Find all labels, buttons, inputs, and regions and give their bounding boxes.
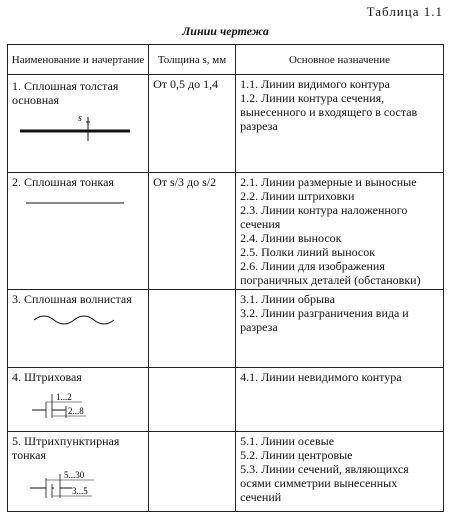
purpose-item: 5.2. Линии центровые xyxy=(240,448,353,462)
purpose-item: 2.4. Линии выносок xyxy=(240,231,342,245)
line-name: 1. Сплошная толстая основная xyxy=(12,79,119,107)
purpose-cell xyxy=(236,368,444,432)
purpose-item: 4.1. Линии невидимого контура xyxy=(240,370,402,384)
dashed-line-sample xyxy=(12,388,137,422)
purpose-item: 1.2. Линии контура сечения, вынесенного и входящего в состав разреза xyxy=(240,91,418,133)
dash-length-label: 5...30 xyxy=(64,470,85,480)
thickness-cell xyxy=(149,290,236,368)
purpose-item: 5.1. Линии осевые xyxy=(240,434,335,448)
purpose-item: 2.1. Линии размерные и выносные xyxy=(240,175,417,189)
page-title: Линии чертежа xyxy=(182,24,269,38)
wavy-line-sample xyxy=(12,310,137,330)
line-cell xyxy=(8,75,149,173)
purpose-item: 2.2. Линии штриховки xyxy=(240,189,355,203)
purpose-cell xyxy=(236,432,444,512)
table-row xyxy=(8,75,444,173)
dash-gap-label: 1...2 xyxy=(56,392,72,402)
purpose-item: 5.3. Линии сечений, являющихся осями симметрии вынесенных сечений xyxy=(240,462,409,504)
table-row xyxy=(8,368,444,432)
table-row xyxy=(8,290,444,368)
thick-line-sample xyxy=(12,111,137,147)
table-header-row xyxy=(8,45,444,75)
line-name: 3. Сплошная волнистая xyxy=(12,292,132,306)
purpose-item: 3.2. Линии разграничения вида и разреза xyxy=(240,306,409,334)
thickness-cell: От s/3 до s/2 xyxy=(149,173,236,290)
purpose-cell xyxy=(236,290,444,368)
purpose-item: 2.6. Линии для изображения пограничных деталей (обстановки) xyxy=(240,259,421,287)
line-cell xyxy=(8,290,149,368)
purpose-item: 1.1. Линии видимого контура xyxy=(240,77,390,91)
header-purpose: Основное назначение xyxy=(236,45,444,75)
dash-dot-line-sample xyxy=(12,466,137,502)
header-name: Наименование и начертание xyxy=(8,45,149,75)
purpose-item: 2.5. Полки линий выносок xyxy=(240,245,376,259)
thickness-label: s xyxy=(78,113,82,124)
line-name: 5. Штрихпунктирная тонкая xyxy=(12,434,120,462)
purpose-item: 2.3. Линии контура наложенного сечения xyxy=(240,203,408,231)
thin-line-sample xyxy=(12,193,137,211)
table-caption: Таблица 1.1 xyxy=(366,4,443,19)
line-name: 2. Сплошная тонкая xyxy=(12,175,114,189)
purpose-cell xyxy=(236,75,444,173)
line-types-table xyxy=(7,44,444,512)
table-row xyxy=(8,432,444,512)
thickness-cell: От 0,5 до 1,4 xyxy=(149,75,236,173)
table-row xyxy=(8,173,444,290)
thickness-cell xyxy=(149,368,236,432)
dash-length-label: 2...8 xyxy=(68,406,84,416)
line-cell xyxy=(8,432,149,512)
purpose-cell xyxy=(236,173,444,290)
purpose-item: 3.1. Линии обрыва xyxy=(240,292,335,306)
header-thickness: Толщина s, мм xyxy=(149,45,236,75)
thickness-cell xyxy=(149,432,236,512)
line-cell xyxy=(8,368,149,432)
line-name: 4. Штриховая xyxy=(12,370,82,384)
gap-length-label: 3...5 xyxy=(72,486,88,496)
line-cell xyxy=(8,173,149,290)
